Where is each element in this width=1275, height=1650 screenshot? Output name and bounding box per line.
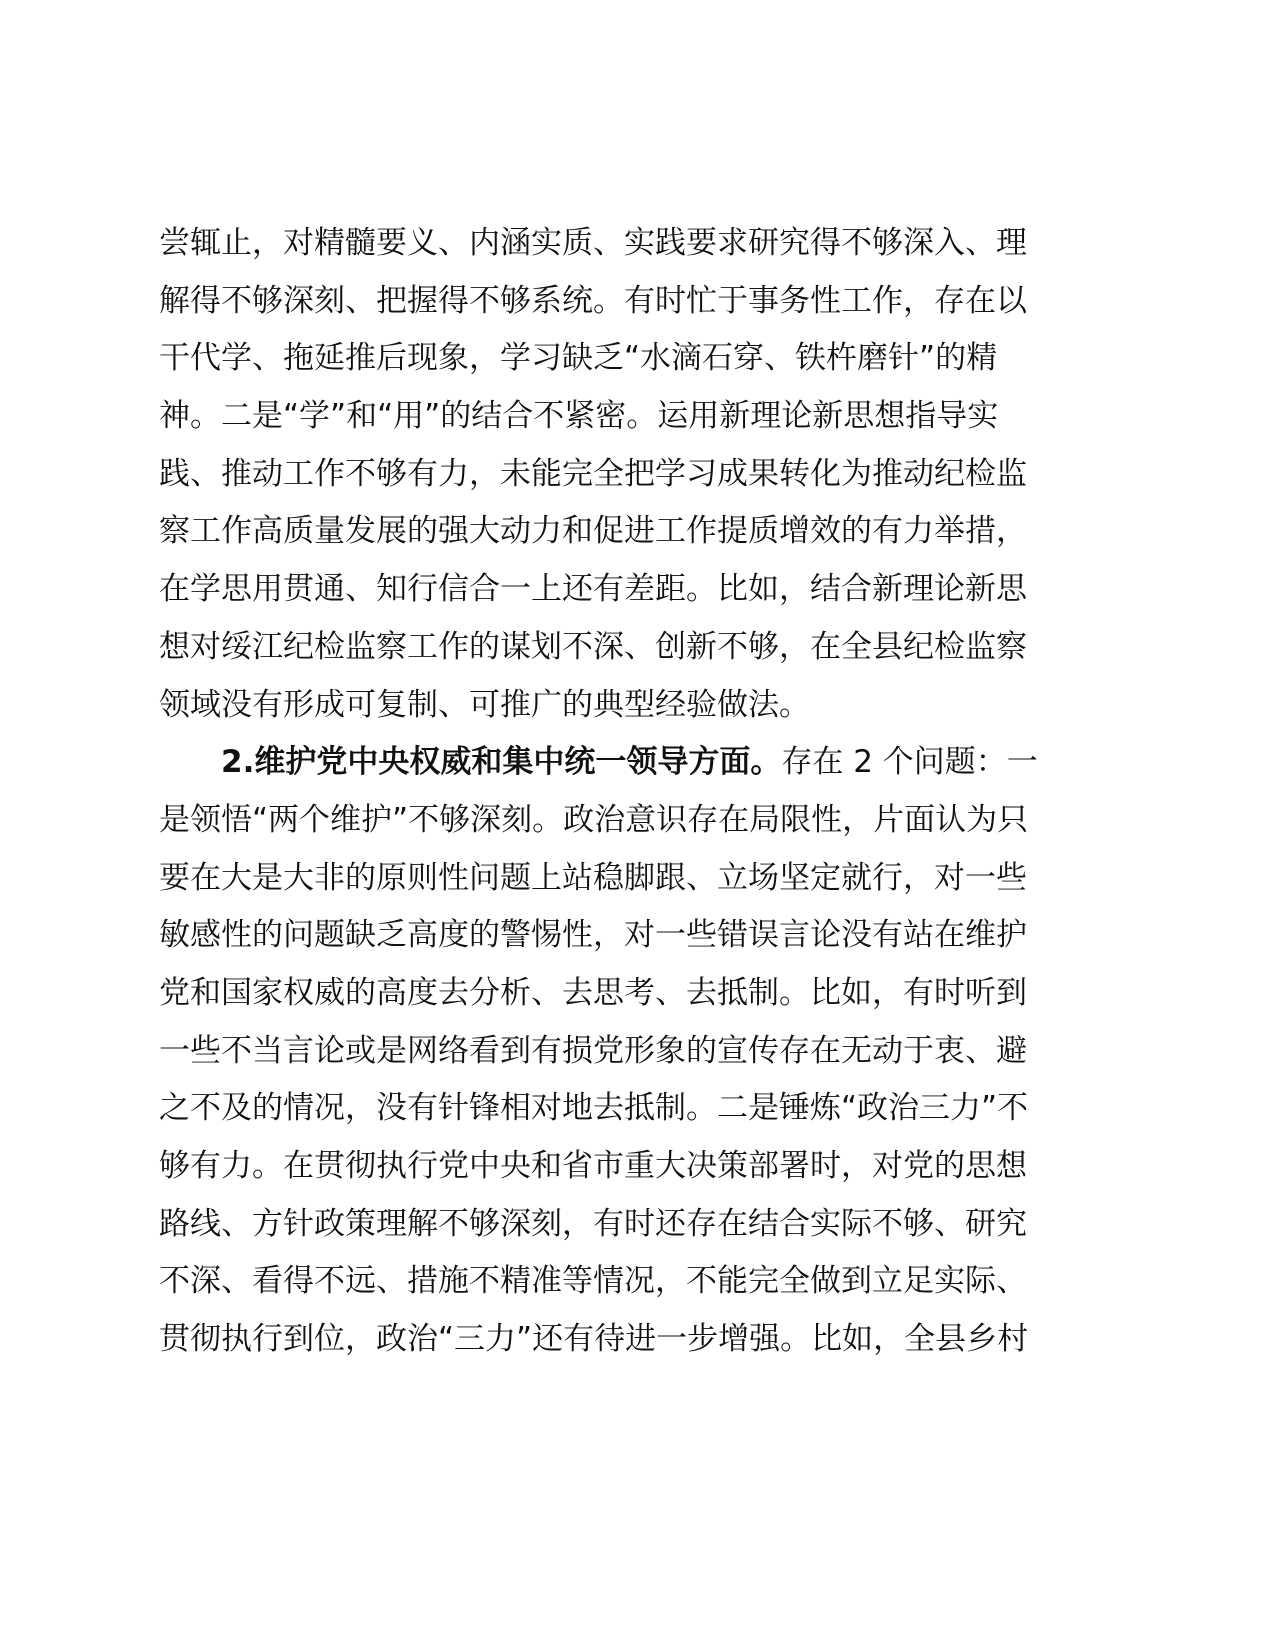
text-line: 党和国家权威的高度去分析、去思考、去抵制。比如，有时听到	[159, 974, 1027, 1011]
text-line: 是领悟“两个维护”不够深刻。政治意识存在局限性，片面认为只	[159, 801, 1029, 838]
text-line: 敏感性的问题缺乏高度的警惕性，对一些错误言论没有站在维护	[159, 917, 1027, 954]
text-line: 神。二是“学”和“用”的结合不紧密。运用新理论新思想指导实	[159, 398, 999, 435]
text-line: 路线、方针政策理解不够深刻，有时还存在结合实际不够、研究	[159, 1205, 1027, 1242]
text-line: 要在大是大非的原则性问题上站稳脚跟、立场坚定就行，对一些	[159, 859, 1027, 896]
text-line: 解得不够深刻、把握得不够系统。有时忙于事务性工作，存在以	[159, 282, 1027, 319]
document-body	[159, 215, 1059, 1369]
heading-continuation: 存在 2 个问题：一	[781, 744, 1038, 781]
text-line: 不深、看得不远、措施不精准等情况，不能完全做到立足实际、	[159, 1263, 1027, 1300]
text-line: 尝辄止，对精髓要义、内涵实质、实践要求研究得不够深入、理	[159, 225, 1027, 261]
section-heading: 2.维护党中央权威和集中统一领导方面。	[221, 744, 782, 781]
text-line: 一些不当言论或是网络看到有损党形象的宣传存在无动于衷、避	[159, 1032, 1027, 1069]
paragraph-2	[159, 734, 1059, 1369]
text-line: 在学思用贯通、知行信合一上还有差距。比如，结合新理论新思	[159, 571, 1027, 608]
text-line: 察工作高质量发展的强大动力和促进工作提质增效的有力举措，	[159, 513, 1027, 550]
paragraph-first-line	[159, 734, 1059, 792]
text-line: 贯彻执行到位，政治“三力”还有待进一步增强。比如，全县乡村	[159, 1321, 1029, 1358]
text-line: 领域没有形成可复制、可推广的典型经验做法。	[159, 686, 810, 723]
text-line: 之不及的情况，没有针锋相对地去抵制。二是锤炼“政治三力”不	[159, 1090, 1029, 1127]
text-line: 干代学、拖延推后现象，学习缺乏“水滴石穿、铁杵磨针”的精	[159, 340, 998, 377]
text-line: 践、推动工作不够有力，未能完全把学习成果转化为推动纪检监	[159, 455, 1027, 492]
text-line: 够有力。在贯彻执行党中央和省市重大决策部署时，对党的思想	[159, 1148, 1027, 1184]
text-line: 想对绥江纪检监察工作的谋划不深、创新不够，在全县纪检监察	[159, 628, 1027, 665]
paragraph-1	[159, 215, 1059, 734]
